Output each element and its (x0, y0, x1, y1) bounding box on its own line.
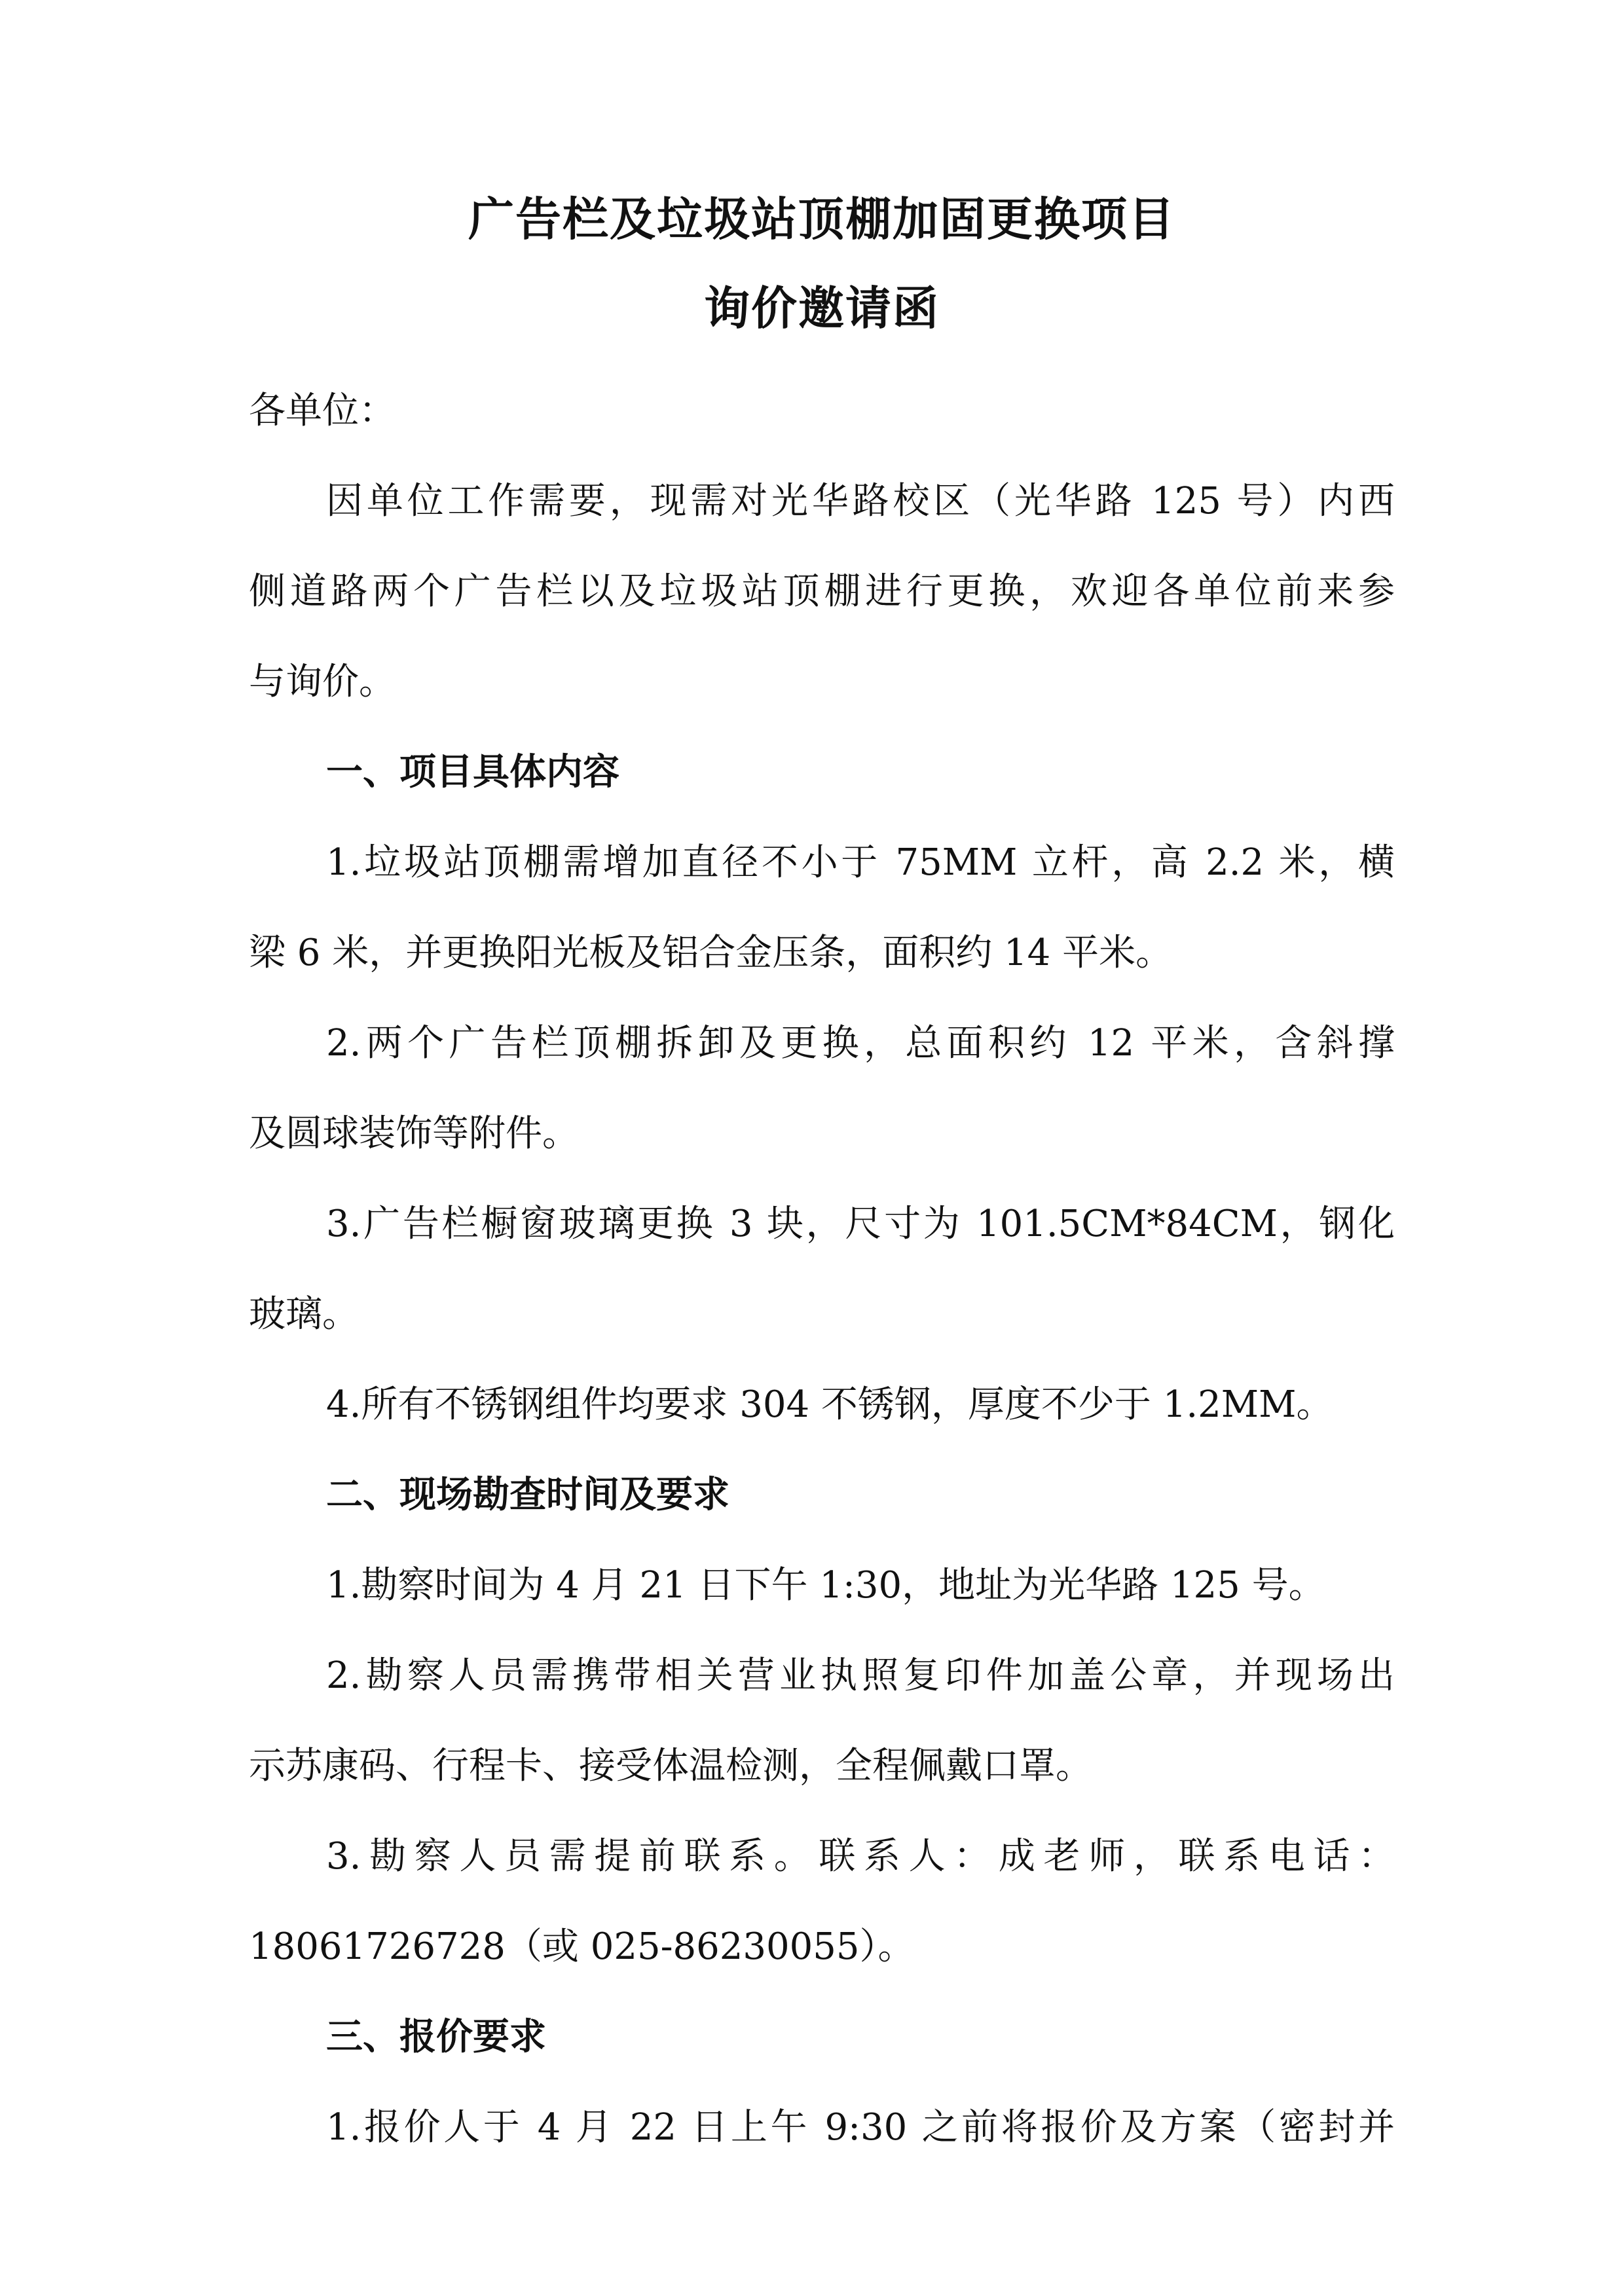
s1-item2-line2: 及圆球装饰等附件。 (249, 1112, 579, 1155)
s1-item3-line1: 3.广告栏橱窗玻璃更换 3 块，尺寸为 101.5CM*84CM，钢化 (326, 1203, 1395, 1245)
section-heading-3: 三、报价要求 (326, 2016, 546, 2058)
intro-line-1: 因单位工作需要，现需对光华路校区（光华路 125 号）内西 (326, 480, 1395, 522)
section-heading-2: 二、现场勘查时间及要求 (326, 1474, 729, 1516)
s1-item2-line1: 2.两个广告栏顶棚拆卸及更换，总面积约 12 平米，含斜撑 (326, 1022, 1395, 1065)
s2-item3-line1: 3.勘察人员需提前联系。联系人：成老师，联系电话： (326, 1835, 1395, 1878)
s1-item1-line1: 1.垃圾站顶棚需增加直径不小于 75MM 立杆，高 2.2 米，横 (326, 841, 1395, 884)
intro-line-2: 侧道路两个广告栏以及垃圾站顶棚进行更换，欢迎各单位前来参 (249, 570, 1395, 613)
s1-item1-line2: 梁 6 米，并更换阳光板及铝合金压条，面积约 14 平米。 (249, 932, 1173, 974)
s3-item1-line1: 1.报价人于 4 月 22 日上午 9:30 之前将报价及方案（密封并 (326, 2106, 1395, 2149)
s2-item1-line1: 1.勘察时间为 4 月 21 日下午 1:30，地址为光华路 125 号。 (326, 1564, 1325, 1607)
intro-line-3: 与询价。 (249, 661, 396, 703)
s2-item3-line2: 18061726728（或 025-86230055）。 (249, 1925, 915, 1968)
s2-item2-line2: 示苏康码、行程卡、接受体温检测，全程佩戴口罩。 (249, 1745, 1092, 1787)
document-title-line1: 广告栏及垃圾站顶棚加固更换项目 (468, 192, 1175, 246)
s1-item3-line2: 玻璃。 (249, 1293, 359, 1336)
salutation: 各单位： (249, 390, 396, 432)
s2-item2-line1: 2.勘察人员需携带相关营业执照复印件加盖公章，并现场出 (326, 1654, 1395, 1697)
document-page (249, 192, 1395, 335)
document-title-line2: 询价邀请函 (704, 281, 940, 335)
s1-item4-line1: 4.所有不锈钢组件均要求 304 不锈钢，厚度不少于 1.2MM。 (326, 1383, 1333, 1426)
section-heading-1: 一、项目具体内容 (326, 751, 619, 793)
